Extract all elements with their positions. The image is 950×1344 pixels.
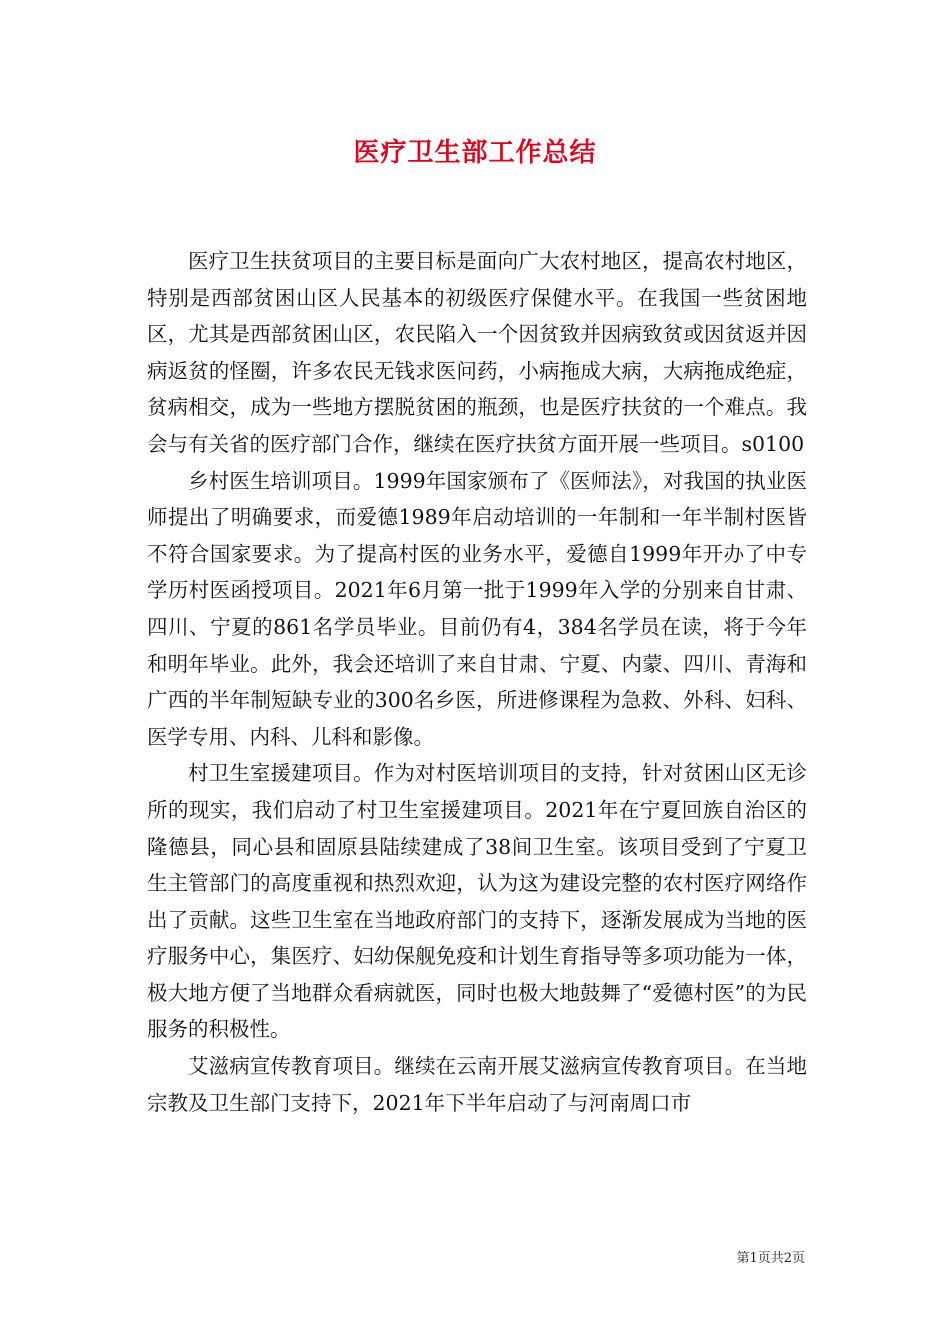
document-body — [147, 243, 807, 1121]
paragraph-village-doctor-training: 乡村医生培训项目。1999年国家颁布了《医师法》，对我国的执业医师提出了明确要求，而爱德1989年启动培训的一年制和一年半制村医皆不符合国家要求。为了提高村医的业务水平，爱德自1999年开办了中专学历村医函授项目。2021年6月第一批于1999年入学的分别来自甘肃、四川、宁夏的861名学员毕业。目前仍有4，384名学员在读，将于今年和明年毕业。此外，我会还培训了来自甘肃、宁夏、内蒙、四川、青海和广西的半年制短缺专业的300名乡医，所进修课程为急救、外科、妇科、医学专用、内科、儿科和影像。 — [147, 468, 807, 749]
paragraph-village-clinic-construction: 村卫生室援建项目。作为对村医培训项目的支持，针对贫困山区无诊所的现实，我们启动了村卫生室援建项目。2021年在宁夏回族自治区的隆德县，同心县和固原县陆续建成了38间卫生室。该项目受到了宁夏卫生主管部门的高度重视和热烈欢迎，认为这为建设完整的农村医疗网络作出了贡献。这些卫生室在当地政府部门的支持下，逐渐发展成为当地的医疗服务中心，集医疗、妇幼保舰免疫和计划生育指导等多项功能为一体，极大地方便了当地群众看病就医，同时也极大地鼓舞了“爱德村医”的为民服务的积极性。 — [147, 761, 807, 1042]
paragraph-medical-poverty-relief: 医疗卫生扶贫项目的主要目标是面向广大农村地区，提高农村地区，特别是西部贫困山区人民基本的初级医疗保健水平。在我国一些贫困地区，尤其是西部贫困山区，农民陷入一个因贫致并因病致贫或因贫返并因病返贫的怪圈，许多农民无钱求医问药，小病拖成大病，大病拖成绝症，贫病相交，成为一些地方摆脱贫困的瓶颈，也是医疗扶贫的一个难点。我会与有关省的医疗部门合作，继续在医疗扶贫方面开展一些项目。s0100 — [147, 249, 807, 456]
page-number-footer: 第1页共2页 — [736, 1251, 805, 1266]
paragraph-aids-education: 艾滋病宣传教育项目。继续在云南开展艾滋病宣传教育项目。在当地宗教及卫生部门支持下，2021年下半年启动了与河南周口市 — [147, 1054, 807, 1115]
document-title: 医疗卫生部工作总结 — [353, 138, 597, 168]
